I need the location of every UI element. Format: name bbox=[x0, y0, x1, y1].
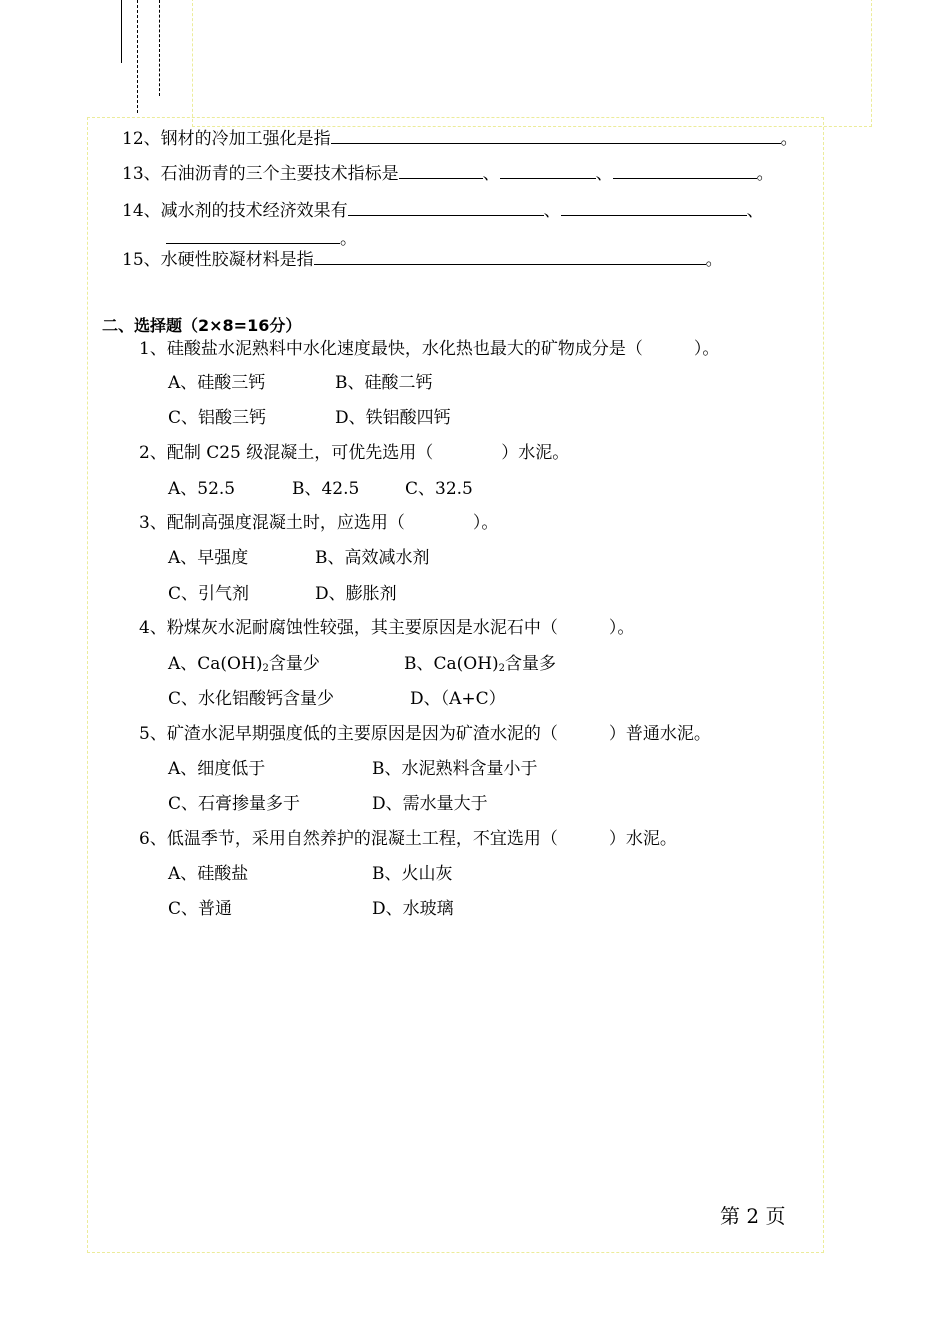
question-stem: 1、硅酸盐水泥熟料中水化速度最快，水化热也最大的矿物成分是（ ）。 bbox=[139, 339, 720, 359]
option-c[interactable]: C、石膏掺量多于 bbox=[168, 794, 301, 814]
option-d[interactable]: D、（A+C） bbox=[410, 689, 506, 709]
option-a-text: 含量少 bbox=[268, 654, 320, 674]
question-number: 15、 bbox=[122, 250, 161, 270]
subscript: 2 bbox=[262, 663, 269, 674]
page-frame bbox=[87, 117, 824, 1253]
binding-line-dashed bbox=[137, 0, 138, 113]
fill-in-15 bbox=[122, 247, 723, 271]
answer-blank[interactable] bbox=[348, 198, 544, 216]
option-d[interactable]: D、膨胀剂 bbox=[315, 584, 397, 604]
option-a[interactable]: A、细度低于 bbox=[168, 759, 266, 779]
option-a[interactable]: A、硅酸三钙 bbox=[168, 373, 266, 393]
option-d[interactable]: D、铁铝酸四钙 bbox=[335, 408, 451, 428]
option-a[interactable]: A、硅酸盐 bbox=[168, 864, 249, 884]
question-number: 12、 bbox=[122, 129, 161, 149]
question-text: 水硬性胶凝材料是指 bbox=[160, 250, 314, 270]
page-number: 第 2 页 bbox=[720, 1204, 786, 1228]
binding-line-dashed bbox=[159, 0, 160, 96]
answer-blank[interactable] bbox=[314, 247, 706, 265]
option-b[interactable]: B、硅酸二钙 bbox=[335, 373, 433, 393]
question-text: 钢材的冷加工强化是指 bbox=[160, 129, 331, 149]
separator: 、 bbox=[746, 201, 764, 221]
option-d[interactable]: D、水玻璃 bbox=[372, 899, 454, 919]
header-frame bbox=[192, 0, 872, 127]
binding-line-solid bbox=[121, 0, 122, 63]
question-number: 14、 bbox=[122, 201, 161, 221]
option-b[interactable]: B、42.5 bbox=[292, 479, 360, 499]
question-text: 减水剂的技术经济效果有 bbox=[160, 201, 348, 221]
separator: 、 bbox=[595, 164, 613, 184]
fill-in-12 bbox=[122, 126, 798, 150]
separator: 、 bbox=[482, 164, 500, 184]
option-d[interactable]: D、需水量大于 bbox=[372, 794, 488, 814]
subscript: 2 bbox=[498, 663, 506, 674]
option-a[interactable]: A、早强度 bbox=[168, 548, 249, 568]
period: 。 bbox=[780, 129, 798, 149]
option-b-text: 含量多 bbox=[505, 654, 557, 674]
option-a[interactable] bbox=[168, 653, 320, 680]
period: 。 bbox=[340, 229, 357, 249]
option-a-formula: A、Ca(OH) bbox=[168, 654, 263, 674]
fill-in-13 bbox=[122, 161, 774, 185]
answer-blank[interactable] bbox=[500, 161, 596, 179]
question-number: 13、 bbox=[122, 164, 161, 184]
option-b-formula: B、Ca(OH) bbox=[404, 654, 499, 674]
period: 。 bbox=[756, 164, 774, 184]
period: 。 bbox=[705, 250, 723, 270]
option-b[interactable] bbox=[404, 653, 556, 680]
answer-blank[interactable] bbox=[166, 226, 340, 244]
option-b[interactable]: B、高效减水剂 bbox=[315, 548, 430, 568]
question-stem: 5、矿渣水泥早期强度低的主要原因是因为矿渣水泥的（ ）普通水泥。 bbox=[139, 724, 711, 744]
section-title: 二、选择题（2×8=16分） bbox=[102, 316, 302, 335]
question-stem: 3、配制高强度混凝土时，应选用（ ）。 bbox=[139, 513, 499, 533]
option-b[interactable]: B、火山灰 bbox=[372, 864, 453, 884]
option-b[interactable]: B、水泥熟料含量小于 bbox=[372, 759, 538, 779]
question-stem: 6、低温季节，采用自然养护的混凝土工程，不宜选用（ ）水泥。 bbox=[139, 829, 677, 849]
question-stem: 2、配制 C25 级混凝土，可优先选用（ ）水泥。 bbox=[139, 443, 570, 463]
option-c[interactable]: C、水化铝酸钙含量少 bbox=[168, 689, 335, 709]
option-c[interactable]: C、32.5 bbox=[405, 479, 473, 499]
answer-blank[interactable] bbox=[561, 198, 747, 216]
option-c[interactable]: C、铝酸三钙 bbox=[168, 408, 267, 428]
fill-in-14 bbox=[122, 198, 764, 222]
answer-blank[interactable] bbox=[613, 161, 757, 179]
answer-blank[interactable] bbox=[331, 126, 781, 144]
option-c[interactable]: C、普通 bbox=[168, 899, 233, 919]
option-c[interactable]: C、引气剂 bbox=[168, 584, 250, 604]
question-text: 石油沥青的三个主要技术指标是 bbox=[160, 164, 399, 184]
option-a[interactable]: A、52.5 bbox=[168, 479, 236, 499]
question-stem: 4、粉煤灰水泥耐腐蚀性较强，其主要原因是水泥石中（ ）。 bbox=[139, 618, 635, 638]
separator: 、 bbox=[543, 201, 561, 221]
answer-blank[interactable] bbox=[399, 161, 483, 179]
